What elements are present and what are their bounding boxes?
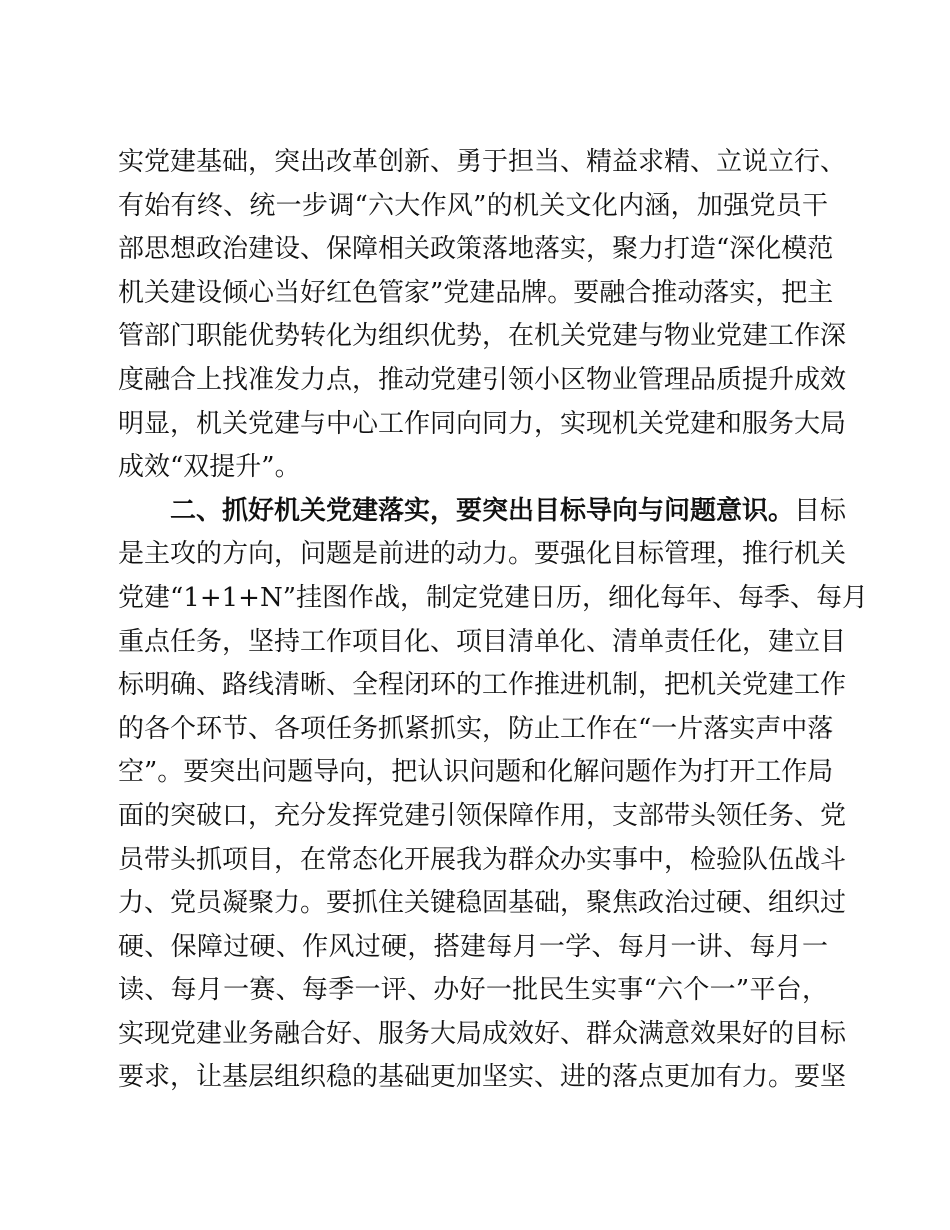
text-line: 空”。要突出问题导向，把认识问题和化解问题作为打开工作局 bbox=[118, 757, 834, 788]
text-line: 标明确、路线清晰、全程闭环的工作推进机制，把机关党建工作 bbox=[118, 670, 847, 701]
text-line: 管部门职能优势转化为组织优势，在机关党建与物业党建工作深 bbox=[118, 321, 847, 352]
text-line: 实现党建业务融合好、服务大局成效好、群众满意效果好的目标 bbox=[118, 1018, 847, 1049]
text-line: 有始有终、统一步调“六大作风”的机关文化内涵，加强党员干 bbox=[118, 190, 828, 221]
text-line: 要求，让基层组织稳的基础更加坚实、进的落点更加有力。要坚 bbox=[118, 1062, 847, 1093]
paragraph-1 bbox=[118, 141, 847, 490]
text-line: 实党建基础，突出改革创新、勇于担当、精益求精、立说立行、 bbox=[118, 147, 847, 177]
text-line: 部思想政治建设、保障相关政策落地落实，聚力打造“深化模范 bbox=[118, 234, 834, 265]
text-line: 读、每月一赛、每季一评、办好一批民生实事“六个一”平台， bbox=[118, 975, 828, 1006]
text-line: 力、党员凝聚力。要抓住关键稳固基础，聚焦政治过硬、组织过 bbox=[118, 888, 847, 919]
text-line: 硬、保障过硬、作风过硬，搭建每月一学、每月一讲、每月一 bbox=[118, 931, 828, 962]
section-heading-line bbox=[118, 490, 847, 534]
text-line: 度融合上找准发力点，推动党建引领小区物业管理品质提升成效 bbox=[118, 364, 847, 395]
text-line: 重点任务，坚持工作项目化、项目清单化、清单责任化，建立目 bbox=[118, 626, 847, 657]
text-line: 员带头抓项目，在常态化开展我为群众办实事中，检验队伍战斗 bbox=[118, 844, 847, 875]
paragraph-2 bbox=[118, 490, 868, 1100]
text-line: 面的突破口，充分发挥党建引领保障作用，支部带头领任务、党 bbox=[118, 800, 847, 831]
document-body bbox=[118, 141, 868, 1100]
text-line: 的各个环节、各项任务抓紧抓实，防止工作在“一片落实声中落 bbox=[118, 713, 834, 744]
text-line: 是主攻的方向，问题是前进的动力。要强化目标管理，推行机关 bbox=[118, 539, 847, 570]
text-line: 成效“双提升”。 bbox=[118, 452, 301, 483]
text-line: 明显，机关党建与中心工作同向同力，实现机关党建和服务大局 bbox=[118, 408, 847, 439]
section-2-heading: 二、抓好机关党建落实，要突出目标导向与问题意识。 bbox=[170, 495, 795, 526]
text-line: 机关建设倾心当好红色管家”党建品牌。要融合推动落实，把主 bbox=[118, 277, 834, 308]
text-line: 党建“1+1+N”挂图作战，制定党建日历，细化每年、每季、每月 bbox=[118, 582, 868, 613]
section-2-first-line-tail: 目标 bbox=[794, 495, 847, 526]
